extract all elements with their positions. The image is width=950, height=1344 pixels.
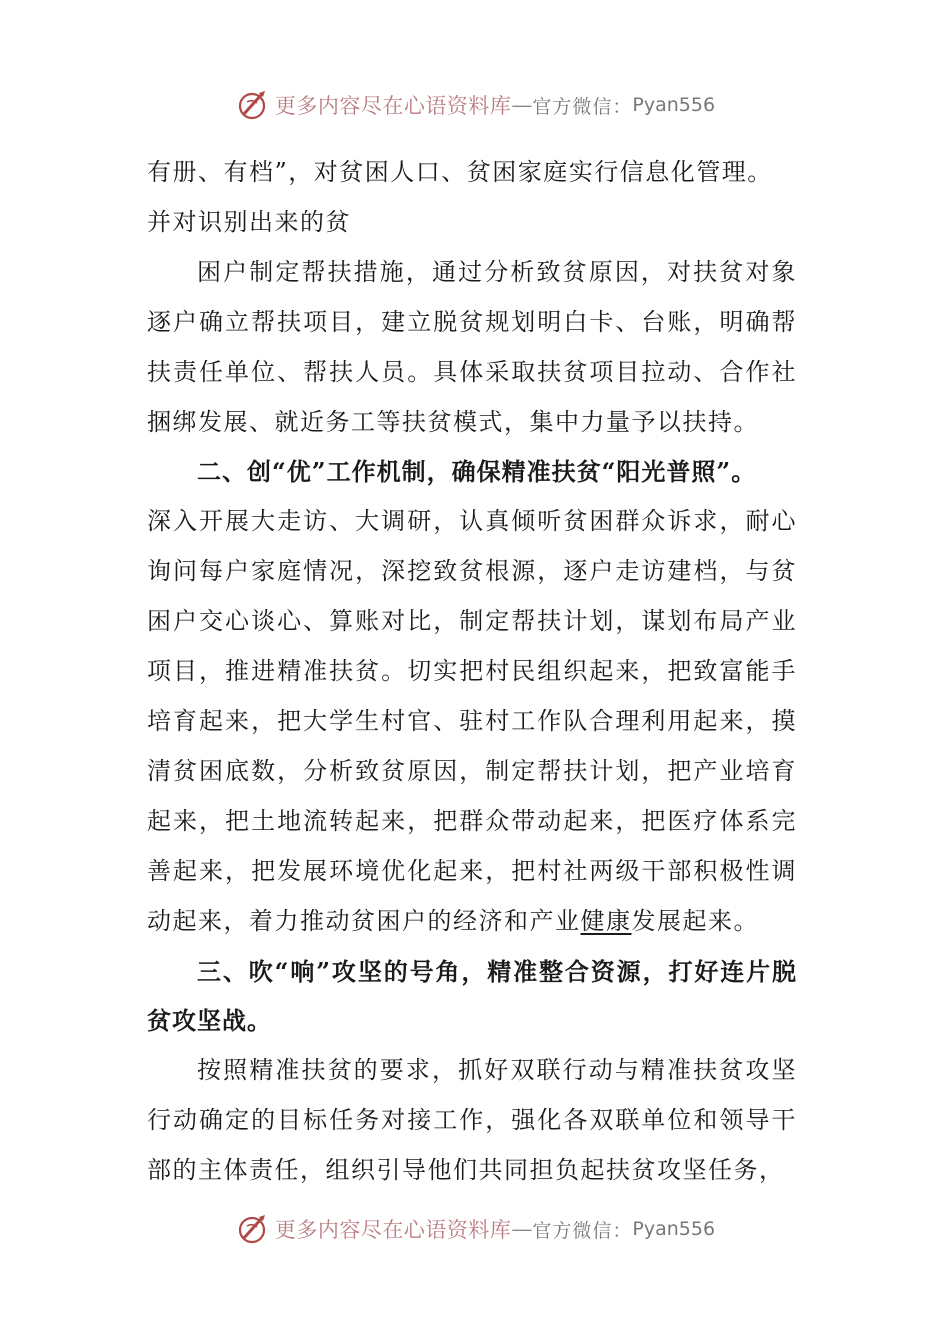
- pen-stamp-icon: [235, 87, 271, 123]
- document-body: [147, 148, 797, 1196]
- watermark-separator: —: [511, 93, 533, 117]
- underlined-term: 健康: [580, 906, 632, 935]
- paragraph-2: 困户制定帮扶措施，通过分析致贫原因，对扶贫对象逐户确立帮扶项目，建立脱贫规划明白卡、台账，明确帮扶责任单位、帮扶人员。具体采取扶贫项目拉动、合作社捆绑发展、就近务工等扶贫模式，集中力量予以扶持。: [147, 257, 797, 436]
- watermark-brand: 更多内容尽在心语资料库: [274, 1218, 512, 1242]
- section-heading-2: 二、创“优”工作机制，确保精准扶贫“阳光普照”。: [197, 457, 757, 487]
- paragraph-1-line-1: 有册、有档”，对贫困人口、贫困家庭实行信息化管理。: [147, 158, 773, 186]
- watermark-account-id: Pyan556: [632, 1218, 716, 1240]
- paragraph-3: [147, 497, 797, 946]
- paragraph-3-end: 发展起来。: [631, 906, 759, 935]
- header-watermark: [0, 80, 950, 130]
- paragraph-3-text: 深入开展大走访、大调研，认真倾听贫困群众诉求，耐心询问每户家庭情况，深挖致贫根源，逐户走访建档，与贫困户交心谈心、算账对比，制定帮扶计划，谋划布局产业项目，推进精准扶贫。切实把村民组织起来，把致富能手培育起来，把大学生村官、驻村工作队合理利用起来，摸清贫困底数，分析致贫原因，制定帮扶计划，把产业培育起来，把土地流转起来，把群众带动起来，把医疗体系完善起来，把发展环境优化起来，把村社两级干部积极性调动起来，着力推动贫困户的经济和产业: [147, 507, 797, 935]
- footer-watermark: [0, 1204, 950, 1254]
- paragraph-1-line-2: 并对识别出来的贫: [147, 207, 351, 236]
- watermark-official-label: 官方微信：: [532, 1219, 633, 1242]
- watermark-official-label: 官方微信：: [532, 95, 633, 118]
- paragraph-1: [147, 148, 797, 248]
- section-heading-3: 三、吹“响”攻坚的号角，精准整合资源，打好连片脱贫攻坚战。: [147, 956, 797, 1036]
- paragraph-4: 按照精准扶贫的要求，抓好双联行动与精准扶贫攻坚行动确定的目标任务对接工作，强化各双联单位和领导干部的主体责任，组织引导他们共同担负起扶贫攻坚任务，: [147, 1056, 797, 1185]
- watermark-brand: 更多内容尽在心语资料库: [274, 94, 512, 118]
- watermark-account-id: Pyan556: [632, 94, 716, 116]
- watermark-separator: —: [511, 1217, 533, 1241]
- pen-stamp-icon: [235, 1211, 271, 1247]
